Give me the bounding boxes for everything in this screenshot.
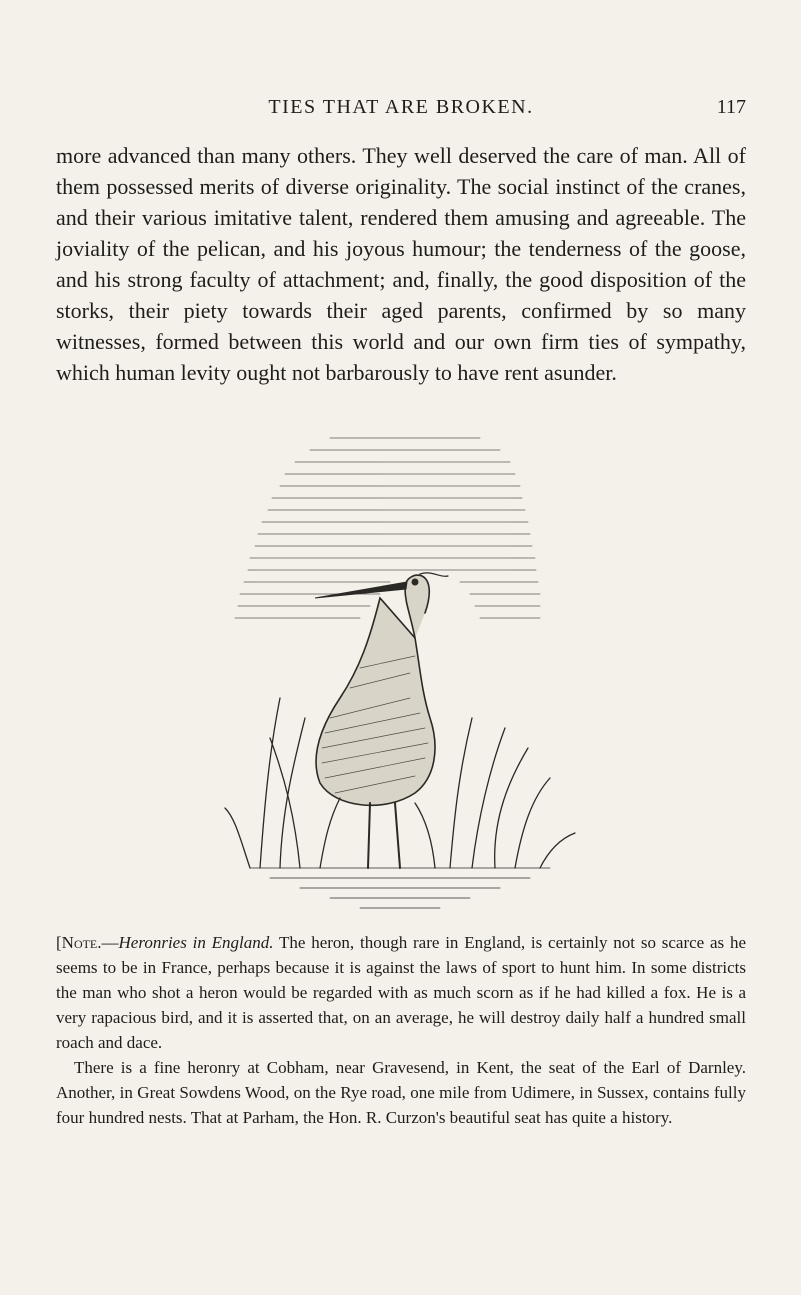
note-label: [Note.— <box>56 933 119 952</box>
running-title: TIES THAT ARE BROKEN. <box>268 96 534 118</box>
footnote <box>56 930 746 1130</box>
footnote-paragraph <box>56 930 746 1055</box>
note-title: Heronries in England. <box>118 933 274 952</box>
page-number: 117 <box>716 96 746 118</box>
note-text: The heron, though rare in England, is certainly not so scarce as he seems to be in France, perhaps because it is against the laws of sport to hunt him. In some districts the man who shot a heron would be regarded with as much scorn as if he had killed a fox. He is a very rapacious bird, and it is asserted that, on an average, he will destroy daily half a hundred small roach and dace. <box>56 933 746 1052</box>
footnote-paragraph: There is a fine heronry at Cobham, near Gravesend, in Kent, the seat of the Earl of Darnley. Another, in Great Sowdens Wood, on the Rye road, one mile from Udimere, in Sussex, contains fully four hundred nests. That at Parham, the Hon. R. Curzon's beautiful seat has quite a history. <box>56 1058 746 1127</box>
heron-engraving-icon <box>210 398 590 923</box>
body-paragraph: more advanced than many others. They well deserved the care of man. All of them possessed merits of diverse originality. The social instinct of the cranes, and their various imitative talent, rendered them amusing and agreeable. The joviality of the pelican, and his joyous humour; the tenderness of the goose, and his strong faculty of attachment; and, finally, the good disposition of the storks, their piety towards their aged parents, confirmed by so many witnesses, formed between this world and our own firm ties of sympathy, which human levity ought not barbarously to have rent asunder. <box>56 143 746 385</box>
running-head <box>56 96 746 126</box>
